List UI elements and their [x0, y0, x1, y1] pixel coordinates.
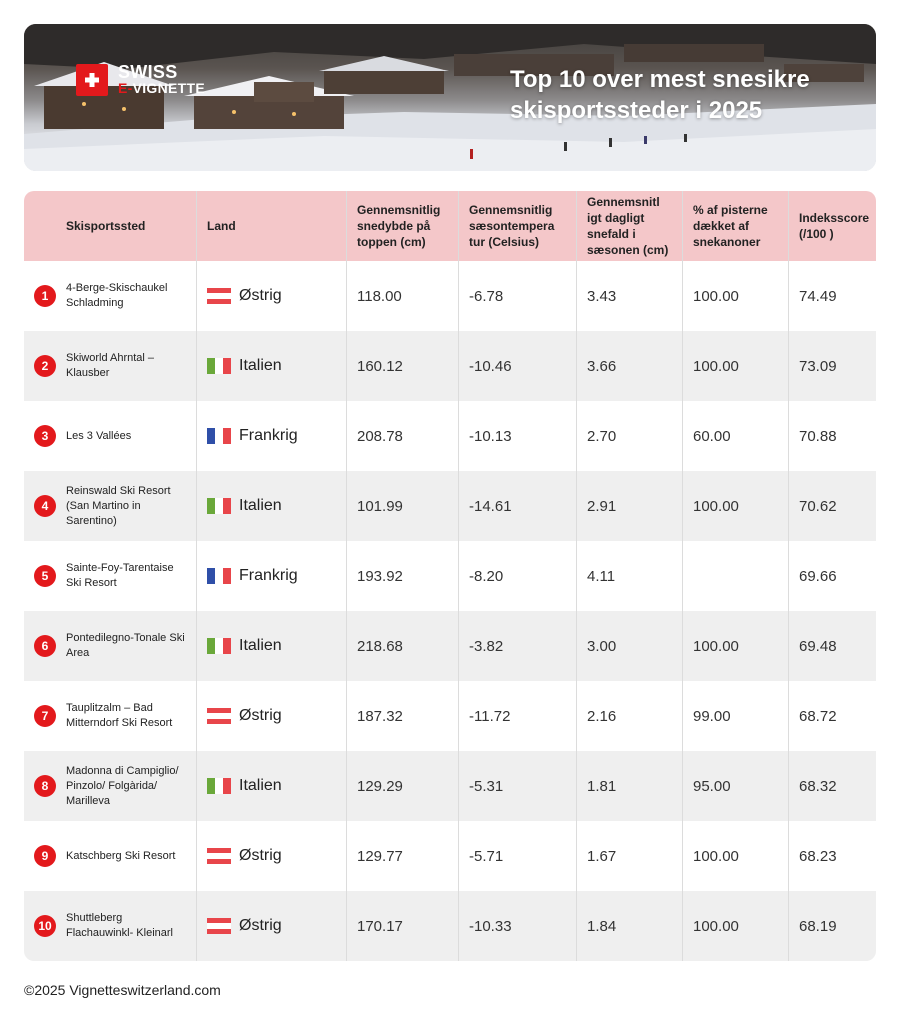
- resort-cell: [24, 611, 196, 681]
- snowfall-value: 1.84: [576, 891, 682, 961]
- italy-flag-icon: [207, 358, 231, 374]
- france-flag-icon: [207, 568, 231, 584]
- resort-name: Katschberg Ski Resort: [66, 849, 176, 862]
- snow-cannons-value: [682, 541, 788, 611]
- temperature-value: -10.33: [458, 891, 576, 961]
- resort-name: Sainte-Foy-Tarentaise Ski Resort: [66, 562, 174, 589]
- index-score-value: 68.19: [788, 891, 876, 961]
- resort-cell: [24, 401, 196, 471]
- rank-badge: 6: [34, 635, 56, 657]
- snow-depth-value: 170.17: [346, 891, 458, 961]
- resort-name: Skiworld Ahrntal – Klausber: [66, 352, 155, 379]
- austria-flag-icon: [207, 918, 231, 934]
- temperature-value: -10.13: [458, 401, 576, 471]
- temperature-value: -3.82: [458, 611, 576, 681]
- austria-flag-icon: [207, 708, 231, 724]
- page-title: Top 10 over mest snesikre skisportssteder i 2025: [510, 66, 810, 124]
- country-cell: [196, 751, 346, 821]
- snow-depth-value: 129.77: [346, 821, 458, 891]
- table-row: [24, 891, 876, 961]
- index-score-value: 74.49: [788, 261, 876, 331]
- snowfall-value: 3.00: [576, 611, 682, 681]
- index-score-value: 69.48: [788, 611, 876, 681]
- temperature-value: -5.31: [458, 751, 576, 821]
- swiss-evignette-logo: [76, 64, 205, 96]
- index-score-value: 68.23: [788, 821, 876, 891]
- column-header-snow-cannons: % af pisterne dækket af snekanoner: [682, 191, 788, 261]
- resort-name: Les 3 Vallées: [66, 429, 132, 442]
- snow-cannons-value: 100.00: [682, 891, 788, 961]
- country-name: Østrig: [239, 707, 282, 724]
- snow-cannons-value: 99.00: [682, 681, 788, 751]
- temperature-value: -8.20: [458, 541, 576, 611]
- snow-depth-value: 187.32: [346, 681, 458, 751]
- table-row: [24, 821, 876, 891]
- resort-cell: [24, 821, 196, 891]
- snowfall-value: 1.81: [576, 751, 682, 821]
- country-cell: [196, 261, 346, 331]
- country-name: Østrig: [239, 847, 282, 864]
- country-cell: [196, 401, 346, 471]
- country-name: Italien: [239, 497, 282, 514]
- italy-flag-icon: [207, 638, 231, 654]
- header-banner: [24, 24, 876, 171]
- snow-depth-value: 118.00: [346, 261, 458, 331]
- country-name: Italien: [239, 777, 282, 794]
- country-name: Frankrig: [239, 567, 298, 584]
- country-name: Østrig: [239, 287, 282, 304]
- austria-flag-icon: [207, 288, 231, 304]
- rank-badge: 3: [34, 425, 56, 447]
- rank-badge: 1: [34, 285, 56, 307]
- snowfall-value: 2.91: [576, 471, 682, 541]
- snow-cannons-value: 100.00: [682, 261, 788, 331]
- snowfall-value: 3.43: [576, 261, 682, 331]
- resort-name: Pontedilegno-Tonale Ski Area: [66, 632, 185, 659]
- resort-name: 4-Berge-Skischaukel Schladming: [66, 282, 168, 309]
- table-row: [24, 261, 876, 331]
- table-header: [24, 191, 876, 261]
- logo-line2: E-VIGNETTE: [118, 80, 206, 96]
- italy-flag-icon: [207, 498, 231, 514]
- country-cell: [196, 611, 346, 681]
- country-cell: [196, 471, 346, 541]
- table-row: [24, 541, 876, 611]
- logo-line1: SWISS: [118, 62, 178, 82]
- rank-badge: 10: [34, 915, 56, 937]
- temperature-value: -5.71: [458, 821, 576, 891]
- snow-depth-value: 129.29: [346, 751, 458, 821]
- temperature-value: -14.61: [458, 471, 576, 541]
- snow-depth-value: 208.78: [346, 401, 458, 471]
- snow-depth-value: 193.92: [346, 541, 458, 611]
- snow-cannons-value: 60.00: [682, 401, 788, 471]
- rank-badge: 2: [34, 355, 56, 377]
- ranking-table: [24, 191, 876, 961]
- table-row: [24, 681, 876, 751]
- country-cell: [196, 681, 346, 751]
- rank-badge: 8: [34, 775, 56, 797]
- resort-name: Shuttleberg Flachauwinkl- Kleinarl: [66, 912, 173, 939]
- table-row: [24, 401, 876, 471]
- table-row: [24, 751, 876, 821]
- temperature-value: -10.46: [458, 331, 576, 401]
- index-score-value: 69.66: [788, 541, 876, 611]
- snowfall-value: 3.66: [576, 331, 682, 401]
- country-cell: [196, 891, 346, 961]
- column-header-country: Land: [196, 191, 346, 261]
- country-name: Østrig: [239, 917, 282, 934]
- resort-name: Tauplitzalm – Bad Mitterndorf Ski Resort: [66, 702, 173, 729]
- resort-name: Reinswald Ski Resort (San Martino in Sarentino): [66, 484, 171, 527]
- temperature-value: -11.72: [458, 681, 576, 751]
- column-header-snowfall: Gennemsnitl igt dagligt snefald i sæsonen (cm): [576, 191, 682, 261]
- resort-cell: [24, 471, 196, 541]
- italy-flag-icon: [207, 778, 231, 794]
- austria-flag-icon: [207, 848, 231, 864]
- index-score-value: 68.32: [788, 751, 876, 821]
- country-cell: [196, 331, 346, 401]
- index-score-value: 70.88: [788, 401, 876, 471]
- resort-cell: [24, 681, 196, 751]
- rank-badge: 5: [34, 565, 56, 587]
- snowfall-value: 2.70: [576, 401, 682, 471]
- snowfall-value: 4.11: [576, 541, 682, 611]
- column-header-temperature: Gennemsnitlig sæsontempera tur (Celsius): [458, 191, 576, 261]
- column-header-snow-depth: Gennemsnitlig snedybde på toppen (cm): [346, 191, 458, 261]
- rank-badge: 9: [34, 845, 56, 867]
- temperature-value: -6.78: [458, 261, 576, 331]
- country-name: Italien: [239, 357, 282, 374]
- column-header-resort: Skisportssted: [66, 219, 146, 233]
- country-cell: [196, 541, 346, 611]
- country-name: Italien: [239, 637, 282, 654]
- rank-badge: 4: [34, 495, 56, 517]
- resort-cell: [24, 541, 196, 611]
- index-score-value: 73.09: [788, 331, 876, 401]
- index-score-value: 68.72: [788, 681, 876, 751]
- snow-depth-value: 101.99: [346, 471, 458, 541]
- country-name: Frankrig: [239, 427, 298, 444]
- snow-cannons-value: 100.00: [682, 471, 788, 541]
- snowfall-value: 2.16: [576, 681, 682, 751]
- table-body: [24, 261, 876, 961]
- resort-cell: [24, 891, 196, 961]
- snowfall-value: 1.67: [576, 821, 682, 891]
- swiss-cross-icon: [76, 64, 108, 96]
- resort-cell: [24, 331, 196, 401]
- rank-badge: 7: [34, 705, 56, 727]
- snow-cannons-value: 100.00: [682, 821, 788, 891]
- column-header-index-score: Indeksscore (/100 ): [788, 191, 876, 261]
- snow-cannons-value: 100.00: [682, 611, 788, 681]
- country-cell: [196, 821, 346, 891]
- resort-cell: [24, 261, 196, 331]
- index-score-value: 70.62: [788, 471, 876, 541]
- table-row: [24, 471, 876, 541]
- resort-name: Madonna di Campiglio/ Pinzolo/ Folgàrida/ Marilleva: [66, 764, 179, 807]
- france-flag-icon: [207, 428, 231, 444]
- table-row: [24, 611, 876, 681]
- copyright-footer: ©2025 Vignetteswitzerland.com: [24, 982, 221, 998]
- snow-depth-value: 160.12: [346, 331, 458, 401]
- snow-depth-value: 218.68: [346, 611, 458, 681]
- table-row: [24, 331, 876, 401]
- snow-cannons-value: 95.00: [682, 751, 788, 821]
- resort-cell: [24, 751, 196, 821]
- snow-cannons-value: 100.00: [682, 331, 788, 401]
